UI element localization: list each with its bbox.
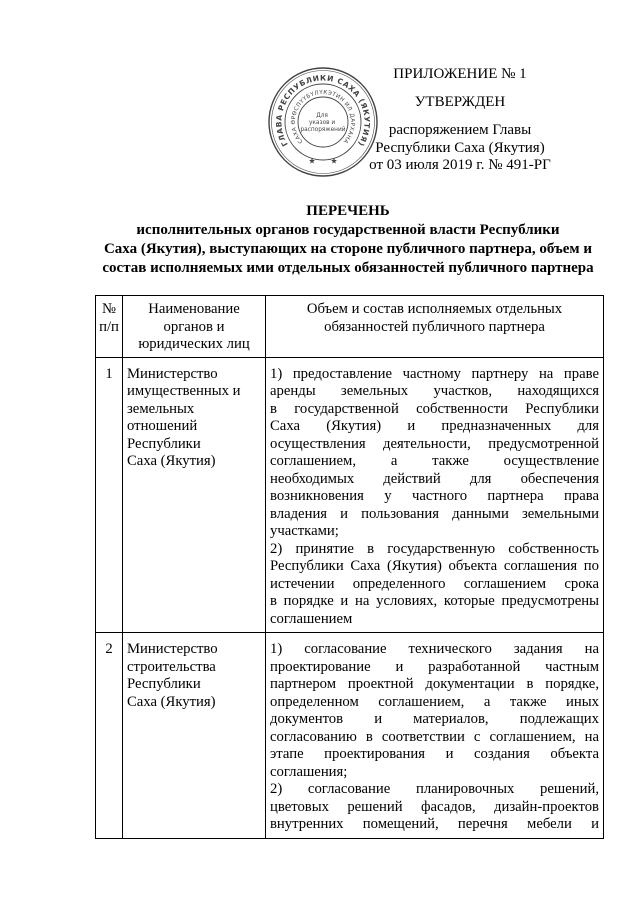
duty-paragraph: 1) согласование технического задания на проектирование и разработанной частным партнером проектной документации в порядке, определенном соглашением, а также иных документов и материалов, подлежащих согласованию в соответствии с соглашением, на этапе проектирования и создания объекта соглашения; xyxy=(270,641,599,780)
table-row xyxy=(96,633,604,839)
row-body-name: Министерство имущественных и земельных отношений Республики Саха (Якутия) xyxy=(127,365,241,469)
appendix-label: ПРИЛОЖЕНИЕ № 1 xyxy=(393,66,527,82)
approved-by-text: распоряжением Главы Республики Саха (Якутия) от 03 июля 2019 г. № 491-РГ xyxy=(369,122,551,173)
duty-paragraph: 2) согласование планировочных решений, цветовых решений фасадов, дизайн-проектов внутренних помещений, перечня мебели и xyxy=(270,781,599,832)
agencies-table xyxy=(95,295,604,839)
header-name-label: Наименование органов и юридических лиц xyxy=(138,301,250,352)
duty-paragraph: 1) предоставление частному партнеру на праве аренды земельных участков, находящихся в государственной собственности Республики Саха (Якутия) и предназначенных для осуществления деятельности, предусмотренной соглашением, а также осуществление необходимых действий для обеспечения возникновения у частного партнера права владения и пользования данными земельными участками; xyxy=(270,365,599,539)
row-number-cell xyxy=(96,357,123,633)
row-number: 1 xyxy=(105,365,113,382)
header-duties-label: Объем и состав исполняемых отдельных обязанностей публичного партнера xyxy=(306,301,563,335)
header-duties xyxy=(266,296,604,358)
seal-outer-text: ГЛАВА РЕСПУБЛИКИ САХА (ЯКУТИЯ) xyxy=(274,73,372,149)
table-row xyxy=(96,357,604,633)
table-header-row xyxy=(96,296,604,358)
title-block xyxy=(78,202,618,278)
duty-paragraph: 2) принятие в государственную собственность Республики Саха (Якутия) объекта соглашения по истечении определенного соглашением срока в порядке и на условиях, которые предусмотрены соглашением xyxy=(270,540,599,627)
document-subtitle: исполнительных органов государственной власти Республики Саха (Якутия), выступающих на стороне публичного партнера, объем и состав исполняемых ими отдельных обязанностей публичного партнера xyxy=(102,222,594,276)
row-body-cell xyxy=(123,633,266,839)
row-body-cell xyxy=(123,357,266,633)
seal-center-line: распоряжений xyxy=(300,127,346,133)
seal-center-line: Для xyxy=(316,113,328,119)
seal-center-text xyxy=(300,113,345,133)
approved-label: УТВЕРЖДЕН xyxy=(414,94,506,110)
row-duties-cell xyxy=(266,357,604,633)
approval-block xyxy=(355,66,565,178)
row-body-name: Министерство строительства Республики Саха (Якутия) xyxy=(127,641,218,710)
header-name xyxy=(123,296,266,358)
document-title: ПЕРЕЧЕНЬ xyxy=(306,203,390,219)
row-duties-cell xyxy=(266,633,604,839)
header-number-label: № п/п xyxy=(99,301,119,335)
row-number: 2 xyxy=(105,641,113,657)
seal-inner-text: САХА ӨРӨСПҮҮБҮЛҮКЭТИН ИЛ ДАРХАНА xyxy=(290,89,356,145)
header-number xyxy=(96,296,123,358)
row-number-cell xyxy=(96,633,123,839)
seal-center-line: указов и xyxy=(309,120,336,126)
